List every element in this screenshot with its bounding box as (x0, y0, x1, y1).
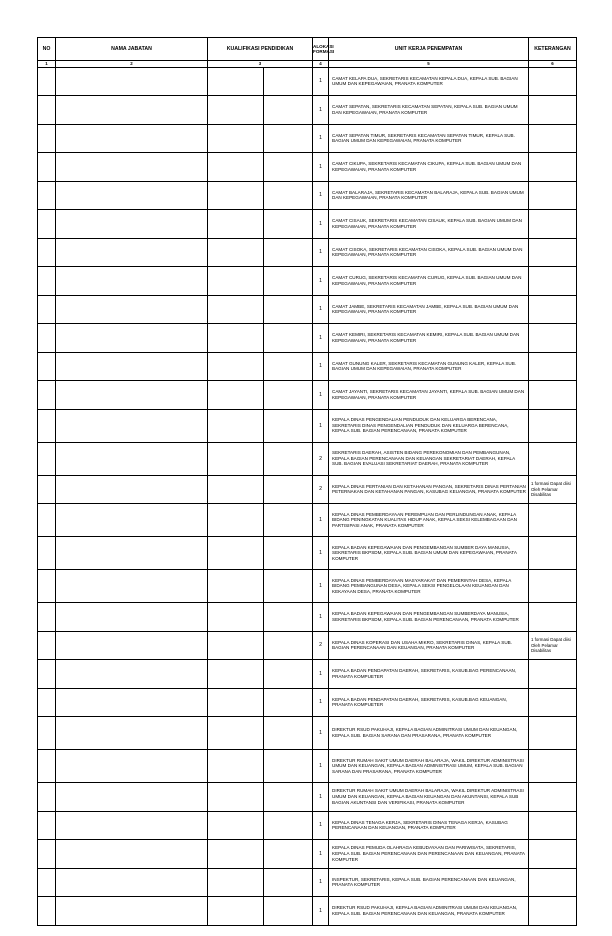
cell-unit-kerja: INSPEKTUR, SEKRETARIS, KEPALA SUB. BAGIAN PERENCANAAN DAN KEUANGAN, PRANATA KOMPUTER (329, 868, 529, 897)
table-row (38, 352, 577, 381)
cell-no (38, 603, 56, 632)
cell-unit-kerja: KEPALA BADAN PENDAPATAN DAERAH, SEKRETARIS, KASUB.BAG PERENCANAAN, PRANATA KOMPUETER (329, 660, 529, 689)
cell-no (38, 409, 56, 442)
cell-kualifikasi (208, 153, 264, 182)
cell-kualifikasi-extra (264, 67, 313, 96)
cell-nama-jabatan (56, 324, 208, 353)
cell-kualifikasi-extra (264, 840, 313, 869)
cell-nama-jabatan (56, 631, 208, 660)
cell-nama-jabatan (56, 688, 208, 717)
cell-nama-jabatan (56, 537, 208, 570)
cell-kualifikasi (208, 381, 264, 410)
cell-nama-jabatan (56, 210, 208, 239)
cell-keterangan (529, 783, 577, 812)
table-row (38, 537, 577, 570)
cell-keterangan (529, 660, 577, 689)
cell-kualifikasi (208, 840, 264, 869)
cell-kualifikasi (208, 181, 264, 210)
cell-nama-jabatan (56, 840, 208, 869)
cell-alokasi: 1 (313, 124, 329, 153)
table-row (38, 381, 577, 410)
column-number: 2 (56, 61, 208, 68)
cell-no (38, 868, 56, 897)
cell-keterangan (529, 124, 577, 153)
cell-keterangan (529, 442, 577, 475)
cell-alokasi: 2 (313, 442, 329, 475)
cell-kualifikasi-extra (264, 504, 313, 537)
table-row (38, 631, 577, 660)
cell-kualifikasi-extra (264, 750, 313, 783)
cell-keterangan: 1 formasi Dapat diisi Oleh Pelamar Disabilitas (529, 475, 577, 504)
header-kualifikasi: KUALIFIKASI PENDIDIKAN (208, 38, 313, 61)
cell-alokasi: 1 (313, 96, 329, 125)
cell-kualifikasi-extra (264, 324, 313, 353)
cell-alokasi: 1 (313, 210, 329, 239)
cell-alokasi: 1 (313, 537, 329, 570)
cell-no (38, 660, 56, 689)
cell-kualifikasi (208, 717, 264, 750)
cell-kualifikasi (208, 868, 264, 897)
cell-alokasi: 2 (313, 631, 329, 660)
cell-unit-kerja: CAMAT SEPATAN TIMUR, SEKRETARIS KECAMATAN SEPATAN TIMUR, KEPALA SUB. BAGIAN UMUM DAN KEPEGAWAIAN, PRANATA KOMPUTER (329, 124, 529, 153)
cell-nama-jabatan (56, 153, 208, 182)
cell-kualifikasi (208, 537, 264, 570)
column-number: 4 (313, 61, 329, 68)
cell-keterangan (529, 409, 577, 442)
cell-unit-kerja: CAMAT CURUG, SEKRETARIS KECAMATAN CURUG, KEPALA SUB. BAGIAN UMUM DAN KEPEGAWAIAN, PRANATA KOMPUTER (329, 267, 529, 296)
cell-kualifikasi-extra (264, 442, 313, 475)
cell-keterangan (529, 295, 577, 324)
cell-nama-jabatan (56, 603, 208, 632)
cell-alokasi: 1 (313, 717, 329, 750)
cell-kualifikasi-extra (264, 537, 313, 570)
cell-unit-kerja: DIREKTUR RSUD PAKUHAJI, KEPALA BAGIAN ADMINITRASI UMUM DAN KEUANGAN, KEPALA SUB. BAGIAN SARANA DAN PRASARANA, PRANATA KOMPUTER (329, 717, 529, 750)
table-row (38, 840, 577, 869)
cell-kualifikasi-extra (264, 603, 313, 632)
cell-no (38, 67, 56, 96)
cell-kualifikasi-extra (264, 124, 313, 153)
table-row (38, 570, 577, 603)
table-row (38, 238, 577, 267)
cell-kualifikasi (208, 96, 264, 125)
cell-unit-kerja: KEPALA BADAN PENDAPATAN DAERAH, SEKRETARIS, KASUB.BAG KEUANGAN, PRANATA KOMPUETER (329, 688, 529, 717)
cell-kualifikasi-extra (264, 210, 313, 239)
cell-kualifikasi (208, 660, 264, 689)
table-row (38, 124, 577, 153)
cell-no (38, 504, 56, 537)
cell-no (38, 124, 56, 153)
cell-keterangan (529, 324, 577, 353)
cell-kualifikasi (208, 475, 264, 504)
column-number: 5 (329, 61, 529, 68)
cell-nama-jabatan (56, 238, 208, 267)
cell-kualifikasi-extra (264, 811, 313, 840)
cell-alokasi: 1 (313, 811, 329, 840)
cell-nama-jabatan (56, 181, 208, 210)
table-row (38, 96, 577, 125)
cell-no (38, 750, 56, 783)
cell-unit-kerja: CAMAT BALARAJA, SEKRETARIS KECAMATAN BALARAJA, KEPALA SUB. BAGIAN UMUM DAN KEPEGAWAIAN, PRANATA KOMPUTER (329, 181, 529, 210)
column-number: 3 (208, 61, 313, 68)
cell-alokasi: 1 (313, 570, 329, 603)
cell-alokasi: 1 (313, 868, 329, 897)
cell-no (38, 897, 56, 926)
cell-keterangan (529, 67, 577, 96)
cell-kualifikasi (208, 811, 264, 840)
cell-kualifikasi-extra (264, 688, 313, 717)
cell-keterangan (529, 153, 577, 182)
cell-unit-kerja: DIREKTUR RUMAH SAKIT UMUM DAERAH BALARAJA, WAKIL DIREKTUR ADMINISTRASI UMUM DAN KEUANGAN, KEPALA BAGIAN ADMINISTRASI UMUM, KEPALA SUB. BAGIAN SARANA DAN PRASARANA, PRANATA KOMPUTER (329, 750, 529, 783)
cell-kualifikasi-extra (264, 783, 313, 812)
cell-alokasi: 1 (313, 67, 329, 96)
table-row (38, 688, 577, 717)
cell-kualifikasi-extra (264, 352, 313, 381)
cell-no (38, 840, 56, 869)
cell-nama-jabatan (56, 868, 208, 897)
cell-no (38, 153, 56, 182)
cell-nama-jabatan (56, 811, 208, 840)
cell-alokasi: 1 (313, 381, 329, 410)
cell-kualifikasi (208, 504, 264, 537)
cell-keterangan (529, 717, 577, 750)
cell-unit-kerja: KEPALA DINAS TENAGA KERJA, SEKRETARIS DINAS TENAGA KERJA, KASUBAG PERENCANAAN DAN KEUANGAN, PRANATA KOMPUTER (329, 811, 529, 840)
cell-kualifikasi-extra (264, 717, 313, 750)
formasi-table-container (37, 37, 576, 926)
header-row (38, 38, 577, 61)
cell-kualifikasi (208, 688, 264, 717)
table-row (38, 153, 577, 182)
cell-no (38, 717, 56, 750)
column-number: 6 (529, 61, 577, 68)
cell-kualifikasi-extra (264, 897, 313, 926)
cell-kualifikasi (208, 750, 264, 783)
cell-nama-jabatan (56, 124, 208, 153)
cell-kualifikasi-extra (264, 153, 313, 182)
cell-alokasi: 1 (313, 504, 329, 537)
cell-keterangan (529, 238, 577, 267)
cell-nama-jabatan (56, 783, 208, 812)
cell-unit-kerja: CAMAT JAYANTI, SEKRETARIS KECAMATAN JAYANTI, KEPALA SUB. BAGIAN UMUM DAN KEPEGAWAIAN, PRANATA KOMPUTER (329, 381, 529, 410)
cell-unit-kerja: KEPALA DINAS PEMBERDAYAAN MASYARAKAT DAN PEMERINTAH DESA, KEPALA BIDANG PEMBANGUNAN DESA, KEPALA SEKSI PENGELOLAAN KEUANGAN DAN KEKAYAAN DESA, PRANATA KOMPUTER (329, 570, 529, 603)
cell-alokasi: 1 (313, 897, 329, 926)
cell-no (38, 210, 56, 239)
header-keterangan: KETERANGAN (529, 38, 577, 61)
cell-unit-kerja: CAMAT KELAPA DUA, SEKRETARIS KECAMATAN KEPALA DUA, KEPALA SUB. BAGIAN UMUM DAN KEPEGAWAIAN, PRANATA KOMPUTER (329, 67, 529, 96)
cell-kualifikasi (208, 295, 264, 324)
cell-keterangan (529, 840, 577, 869)
cell-keterangan (529, 537, 577, 570)
cell-nama-jabatan (56, 897, 208, 926)
cell-kualifikasi-extra (264, 267, 313, 296)
table-row (38, 267, 577, 296)
cell-kualifikasi-extra (264, 409, 313, 442)
table-row (38, 897, 577, 926)
cell-keterangan (529, 570, 577, 603)
cell-no (38, 811, 56, 840)
cell-unit-kerja: DIREKTUR RUMAH SAKIT UMUM DAERAH BALARAJA, WAKIL DIREKTUR ADMINISTRASI UMUM DAN KEUANGAN, KEPALA BAGIAN KEUANGAN DAN AKUNTANSI, KEPALA SUB BAGIAN AKUNTANSI DAN VERIFIKASI, PRANATA KOMPUTER (329, 783, 529, 812)
cell-kualifikasi-extra (264, 181, 313, 210)
cell-alokasi: 1 (313, 324, 329, 353)
cell-unit-kerja: KEPALA DINAS PERTANIAN DAN KETAHANAN PANGAN, SEKRETARIS DINAS PERTANIAN PETERNAKAN DAN KETAHANAN PANGAN, KASUBAG KEUANGAN, PRANATA KOMPUTER (329, 475, 529, 504)
table-row (38, 409, 577, 442)
cell-keterangan (529, 603, 577, 632)
cell-unit-kerja: CAMAT GUNUNG KALER, SEKRETARIS KECAMATAN GUNUNG KALER, KEPALA SUB. BAGIAN UMUM DAN KEPEGAWAIAN, PRANATA KOMPUTER (329, 352, 529, 381)
table-row (38, 717, 577, 750)
cell-unit-kerja: DIREKTUR RSUD PAKUHAJI, KEPALA BAGIAN ADMINITRASI UMUM DAN KEUANGAN, KEPALA SUB. BAGIAN PERENCANAAN DAN KEUANGAN, PRANATA KOMPUTER (329, 897, 529, 926)
cell-kualifikasi (208, 570, 264, 603)
cell-unit-kerja: KEPALA DINAS KOPERASI DAN USAHA MIKRO, SEKRETARIS DINAS, KEPALA SUB. BAGIAN PERENCANAAN DAN KEUANGAN, PRANATA KOMPUTER (329, 631, 529, 660)
cell-keterangan (529, 868, 577, 897)
table-row (38, 783, 577, 812)
cell-alokasi: 1 (313, 688, 329, 717)
cell-unit-kerja: CAMAT CISOKA, SEKRETARIS KECAMATAN CISOKA, KEPALA SUB. BAGIAN UMUM DAN KEPEGAWAIAN, PRANATA KOMPUTER (329, 238, 529, 267)
table-row (38, 868, 577, 897)
header-alokasi: ALOKASI FORMASI (313, 38, 329, 61)
cell-keterangan (529, 504, 577, 537)
cell-kualifikasi (208, 603, 264, 632)
cell-unit-kerja: KEPALA DINAS PENGENDALIAN PENDUDUK DAN KELUARGA BERENCANA, SEKRETARIS DINAS PENGENDALIAN PENDUDUK DAN KELUARGA BERENCANA, KEPALA SUB. BAGIAN PERENCANAAN, PRANATA KOMPUTER (329, 409, 529, 442)
cell-kualifikasi-extra (264, 238, 313, 267)
cell-no (38, 324, 56, 353)
table-row (38, 67, 577, 96)
cell-kualifikasi-extra (264, 660, 313, 689)
cell-alokasi: 1 (313, 840, 329, 869)
cell-nama-jabatan (56, 442, 208, 475)
cell-unit-kerja: KEPALA DINAS PEMBERDAYAAN PEREMPUAN DAN PERLINDUNGAN ANAK, KEPALA BIDANG PENINGKATAN KUALITAS HIDUP ANAK, KEPALA SEKSI KELEMBAGAAN DAN PARTISIPASI ANAK, PRANATA KOMPUTER (329, 504, 529, 537)
cell-unit-kerja: CAMAT SEPATAN, SEKRETARIS KECAMATAN SEPATAN, KEPALA SUB. BAGIAN UMUM DAN KEPEGAWAIAN, PRANATA KOMPUTER (329, 96, 529, 125)
cell-no (38, 295, 56, 324)
cell-kualifikasi-extra (264, 96, 313, 125)
cell-unit-kerja: KEPALA BADAN KEPEGAWAIAN DAN PENGEMBANGAN SUMBER DAYA MANUSIA, SEKRETARIS BKPSDM, KEPALA SUB. BAGIAN UMUM DAN KEPEGAWAIAN, PRANATA KOMPUTER (329, 537, 529, 570)
cell-alokasi: 1 (313, 750, 329, 783)
cell-nama-jabatan (56, 409, 208, 442)
cell-kualifikasi (208, 783, 264, 812)
formasi-table (37, 37, 577, 926)
cell-keterangan (529, 381, 577, 410)
cell-kualifikasi (208, 210, 264, 239)
cell-nama-jabatan (56, 295, 208, 324)
table-row (38, 660, 577, 689)
cell-nama-jabatan (56, 67, 208, 96)
table-row (38, 603, 577, 632)
cell-alokasi: 1 (313, 660, 329, 689)
table-row (38, 475, 577, 504)
cell-unit-kerja: KEPALA DINAS PEMUDA OLAHRAGA KEBUDAYAAN DAN PARIWISATA, SEKRETARIS, KEPALA SUB. BAGIAN PERENCANAAN DAN PERENCANAAN DAN KEUANGAN, PRANATA KOMPUTER (329, 840, 529, 869)
cell-keterangan (529, 750, 577, 783)
cell-kualifikasi (208, 324, 264, 353)
cell-keterangan (529, 181, 577, 210)
cell-kualifikasi-extra (264, 475, 313, 504)
cell-alokasi: 2 (313, 475, 329, 504)
cell-no (38, 96, 56, 125)
header-nama-jabatan: NAMA JABATAN (56, 38, 208, 61)
header-unit-kerja: UNIT KERJA PENEMPATAN (329, 38, 529, 61)
cell-kualifikasi (208, 352, 264, 381)
cell-kualifikasi-extra (264, 570, 313, 603)
cell-nama-jabatan (56, 381, 208, 410)
cell-nama-jabatan (56, 717, 208, 750)
cell-kualifikasi (208, 124, 264, 153)
cell-unit-kerja: CAMAT JAMBE, SEKRETARIS KECAMATAN JAMBE, KEPALA SUB. BAGIAN UMUM DAN KEPEGAWAIAN, PRANATA KOMPUTER (329, 295, 529, 324)
cell-no (38, 238, 56, 267)
cell-keterangan (529, 210, 577, 239)
cell-kualifikasi (208, 67, 264, 96)
cell-nama-jabatan (56, 475, 208, 504)
cell-kualifikasi (208, 442, 264, 475)
cell-alokasi: 1 (313, 352, 329, 381)
cell-no (38, 475, 56, 504)
cell-keterangan (529, 96, 577, 125)
cell-kualifikasi (208, 897, 264, 926)
cell-no (38, 352, 56, 381)
cell-kualifikasi-extra (264, 381, 313, 410)
cell-kualifikasi-extra (264, 868, 313, 897)
cell-keterangan (529, 811, 577, 840)
cell-no (38, 537, 56, 570)
cell-nama-jabatan (56, 267, 208, 296)
table-row (38, 750, 577, 783)
table-row (38, 811, 577, 840)
cell-keterangan (529, 267, 577, 296)
cell-kualifikasi-extra (264, 631, 313, 660)
cell-keterangan (529, 688, 577, 717)
table-row (38, 442, 577, 475)
cell-alokasi: 1 (313, 238, 329, 267)
table-row (38, 210, 577, 239)
cell-unit-kerja: SEKRETARIS DAERAH, ASISTEN BIDANG PEREKONOMIAN DAN PEMBANGUNAN, KEPALA BAGIAN PERENCANAAN DAN KEUANGAN SEKRETARIAT DAERAH, KEPALA SUB. BAGIAN EVALUASI SEKRETARIAT DAERAH, PRANATA KOMPUTER (329, 442, 529, 475)
cell-keterangan (529, 352, 577, 381)
cell-alokasi: 1 (313, 267, 329, 296)
cell-keterangan (529, 897, 577, 926)
column-number: 1 (38, 61, 56, 68)
cell-alokasi: 1 (313, 181, 329, 210)
cell-nama-jabatan (56, 352, 208, 381)
cell-nama-jabatan (56, 660, 208, 689)
table-row (38, 181, 577, 210)
cell-no (38, 381, 56, 410)
cell-keterangan: 1 formasi Dapat diisi Oleh Pelamar Disabilitas (529, 631, 577, 660)
cell-kualifikasi (208, 631, 264, 660)
cell-no (38, 631, 56, 660)
cell-no (38, 783, 56, 812)
cell-alokasi: 1 (313, 295, 329, 324)
cell-alokasi: 1 (313, 603, 329, 632)
cell-nama-jabatan (56, 96, 208, 125)
cell-kualifikasi (208, 409, 264, 442)
header-no: NO (38, 38, 56, 61)
cell-unit-kerja: CAMAT KEMIRI, SEKRETARIS KECAMATAN KEMIRI, KEPALA SUB. BAGIAN UMUM DAN KEPEGAWAIAN, PRANATA KOMPUTER (329, 324, 529, 353)
cell-unit-kerja: CAMAT CIKUPA, SEKRETARIS KECAMATAN CIKUPA, KEPALA SUB. BAGIAN UMUM DAN KEPEGAWAIAN, PRANATA KOMPUTER (329, 153, 529, 182)
cell-no (38, 570, 56, 603)
cell-no (38, 181, 56, 210)
cell-nama-jabatan (56, 750, 208, 783)
cell-kualifikasi (208, 267, 264, 296)
cell-no (38, 267, 56, 296)
table-row (38, 324, 577, 353)
cell-no (38, 688, 56, 717)
cell-unit-kerja: KEPALA BADAN KEPEGAWAIAN DAN PENGEMBANGAN SUMBERDAYA MANUSIA, SEKRETARIS BKPSDM, KEPALA SUB. BAGIAN PERENCANAAN, PRANATA KOMPUTER (329, 603, 529, 632)
cell-no (38, 442, 56, 475)
table-row (38, 504, 577, 537)
cell-kualifikasi (208, 238, 264, 267)
cell-unit-kerja: CAMAT CISAUK, SEKRETARIS KECAMATAN CISAUK, KEPALA SUB. BAGIAN UMUM DAN KEPEGAWAIAN, PRANATA KOMPUTER (329, 210, 529, 239)
cell-nama-jabatan (56, 504, 208, 537)
cell-kualifikasi-extra (264, 295, 313, 324)
cell-nama-jabatan (56, 570, 208, 603)
cell-alokasi: 1 (313, 153, 329, 182)
cell-alokasi: 1 (313, 409, 329, 442)
table-row (38, 295, 577, 324)
cell-alokasi: 1 (313, 783, 329, 812)
